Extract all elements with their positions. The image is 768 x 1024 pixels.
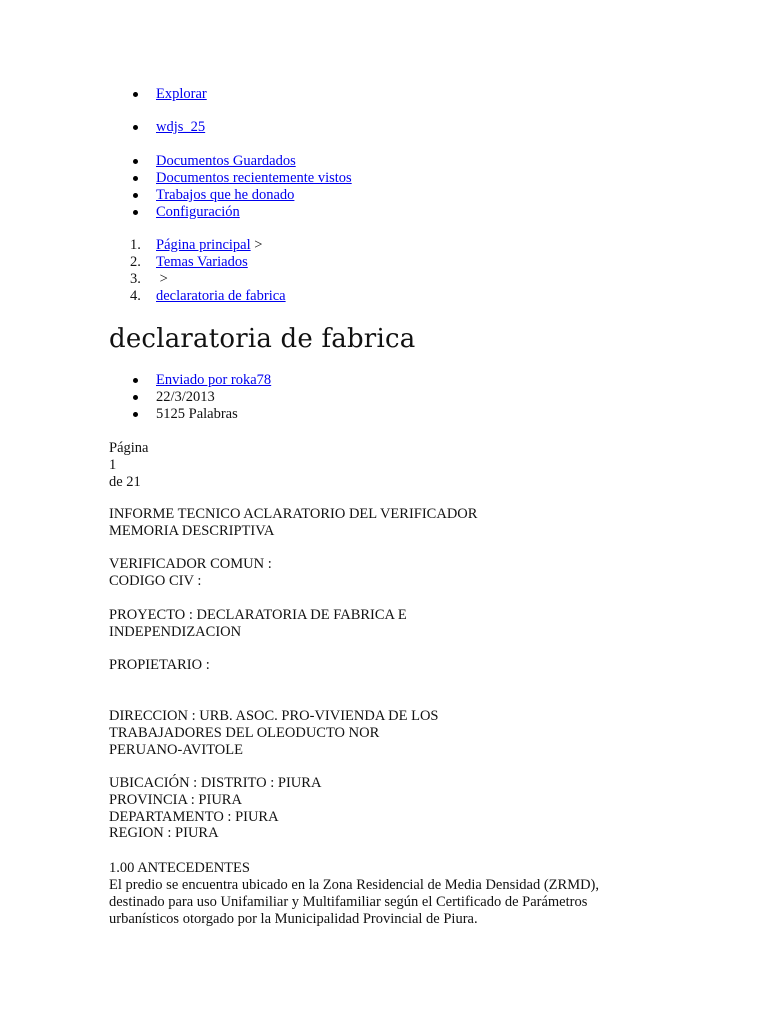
breadcrumb-current-link[interactable]: declaratoria de fabrica	[156, 288, 286, 304]
bullet-icon	[133, 210, 138, 215]
user-menu-item	[0, 204, 768, 221]
body-line: urbanísticos otorgado por la Municipalidad Provincial de Piura.	[109, 911, 478, 927]
body-line: PROYECTO : DECLARATORIA DE FABRICA E	[109, 607, 407, 623]
user-link[interactable]: wdjs_25	[156, 119, 206, 135]
breadcrumb-item	[0, 288, 768, 305]
body-line: CODIGO CIV :	[109, 573, 202, 589]
bullet-icon	[133, 159, 138, 164]
page-current: 1	[109, 457, 117, 473]
page-label: Página	[109, 440, 149, 456]
meta-item-author	[0, 372, 768, 389]
document-title: declaratoria de fabrica	[109, 324, 416, 354]
body-line: destinado para uso Unifamiliar y Multifamiliar según el Certificado de Parámetros	[109, 894, 588, 910]
explore-link[interactable]: Explorar	[156, 86, 207, 102]
breadcrumb-entry	[156, 237, 262, 254]
bullet-icon	[133, 193, 138, 198]
bullet-icon	[133, 412, 138, 417]
body-line: PROPIETARIO :	[109, 657, 210, 673]
breadcrumb-separator: >	[156, 271, 168, 287]
body-line: REGION : PIURA	[109, 825, 219, 841]
author-link[interactable]: Enviado por roka78	[156, 372, 272, 388]
body-line: VERIFICADOR COMUN :	[109, 556, 272, 572]
body-line: PROVINCIA : PIURA	[109, 792, 242, 808]
breadcrumb-number: 3.	[130, 271, 141, 287]
breadcrumb-item	[0, 237, 768, 254]
publish-date: 22/3/2013	[156, 389, 215, 405]
body-line: INFORME TECNICO ACLARATORIO DEL VERIFICADOR	[109, 506, 478, 522]
body-line: UBICACIÓN : DISTRITO : PIURA	[109, 775, 322, 791]
nav-item-explore	[0, 86, 768, 103]
meta-item-date	[0, 389, 768, 406]
user-menu-item	[0, 187, 768, 204]
bullet-icon	[133, 125, 138, 130]
breadcrumb-home-link[interactable]: Página principal	[156, 237, 251, 253]
section-heading: 1.00 ANTECEDENTES	[109, 860, 250, 876]
bullet-icon	[133, 92, 138, 97]
body-line: PERUANO-AVITOLE	[109, 742, 243, 758]
recent-documents-link[interactable]: Documentos recientemente vistos	[156, 170, 352, 186]
user-menu-item	[0, 170, 768, 187]
meta-item-words	[0, 406, 768, 423]
body-line: DIRECCION : URB. ASOC. PRO-VIVIENDA DE LOS	[109, 708, 439, 724]
breadcrumb-category-link[interactable]: Temas Variados	[156, 254, 248, 270]
breadcrumb-number: 1.	[130, 237, 141, 253]
body-line: TRABAJADORES DEL OLEODUCTO NOR	[109, 725, 380, 741]
nav-item-user	[0, 119, 768, 136]
donated-works-link[interactable]: Trabajos que he donado	[156, 187, 295, 203]
breadcrumb-number: 2.	[130, 254, 141, 270]
user-menu-item	[0, 153, 768, 170]
saved-documents-link[interactable]: Documentos Guardados	[156, 153, 296, 169]
body-line: MEMORIA DESCRIPTIVA	[109, 523, 275, 539]
word-count: 5125 Palabras	[156, 406, 238, 422]
bullet-icon	[133, 378, 138, 383]
bullet-icon	[133, 395, 138, 400]
body-line: INDEPENDIZACION	[109, 624, 242, 640]
page-total: de 21	[109, 474, 141, 490]
body-line: DEPARTAMENTO : PIURA	[109, 809, 279, 825]
breadcrumb-item	[0, 254, 768, 271]
breadcrumb-item	[0, 271, 768, 288]
breadcrumb-separator: >	[250, 237, 263, 253]
bullet-icon	[133, 176, 138, 181]
body-line: El predio se encuentra ubicado en la Zona Residencial de Media Densidad (ZRMD),	[109, 877, 600, 893]
settings-link[interactable]: Configuración	[156, 204, 240, 220]
breadcrumb-number: 4.	[130, 288, 141, 304]
